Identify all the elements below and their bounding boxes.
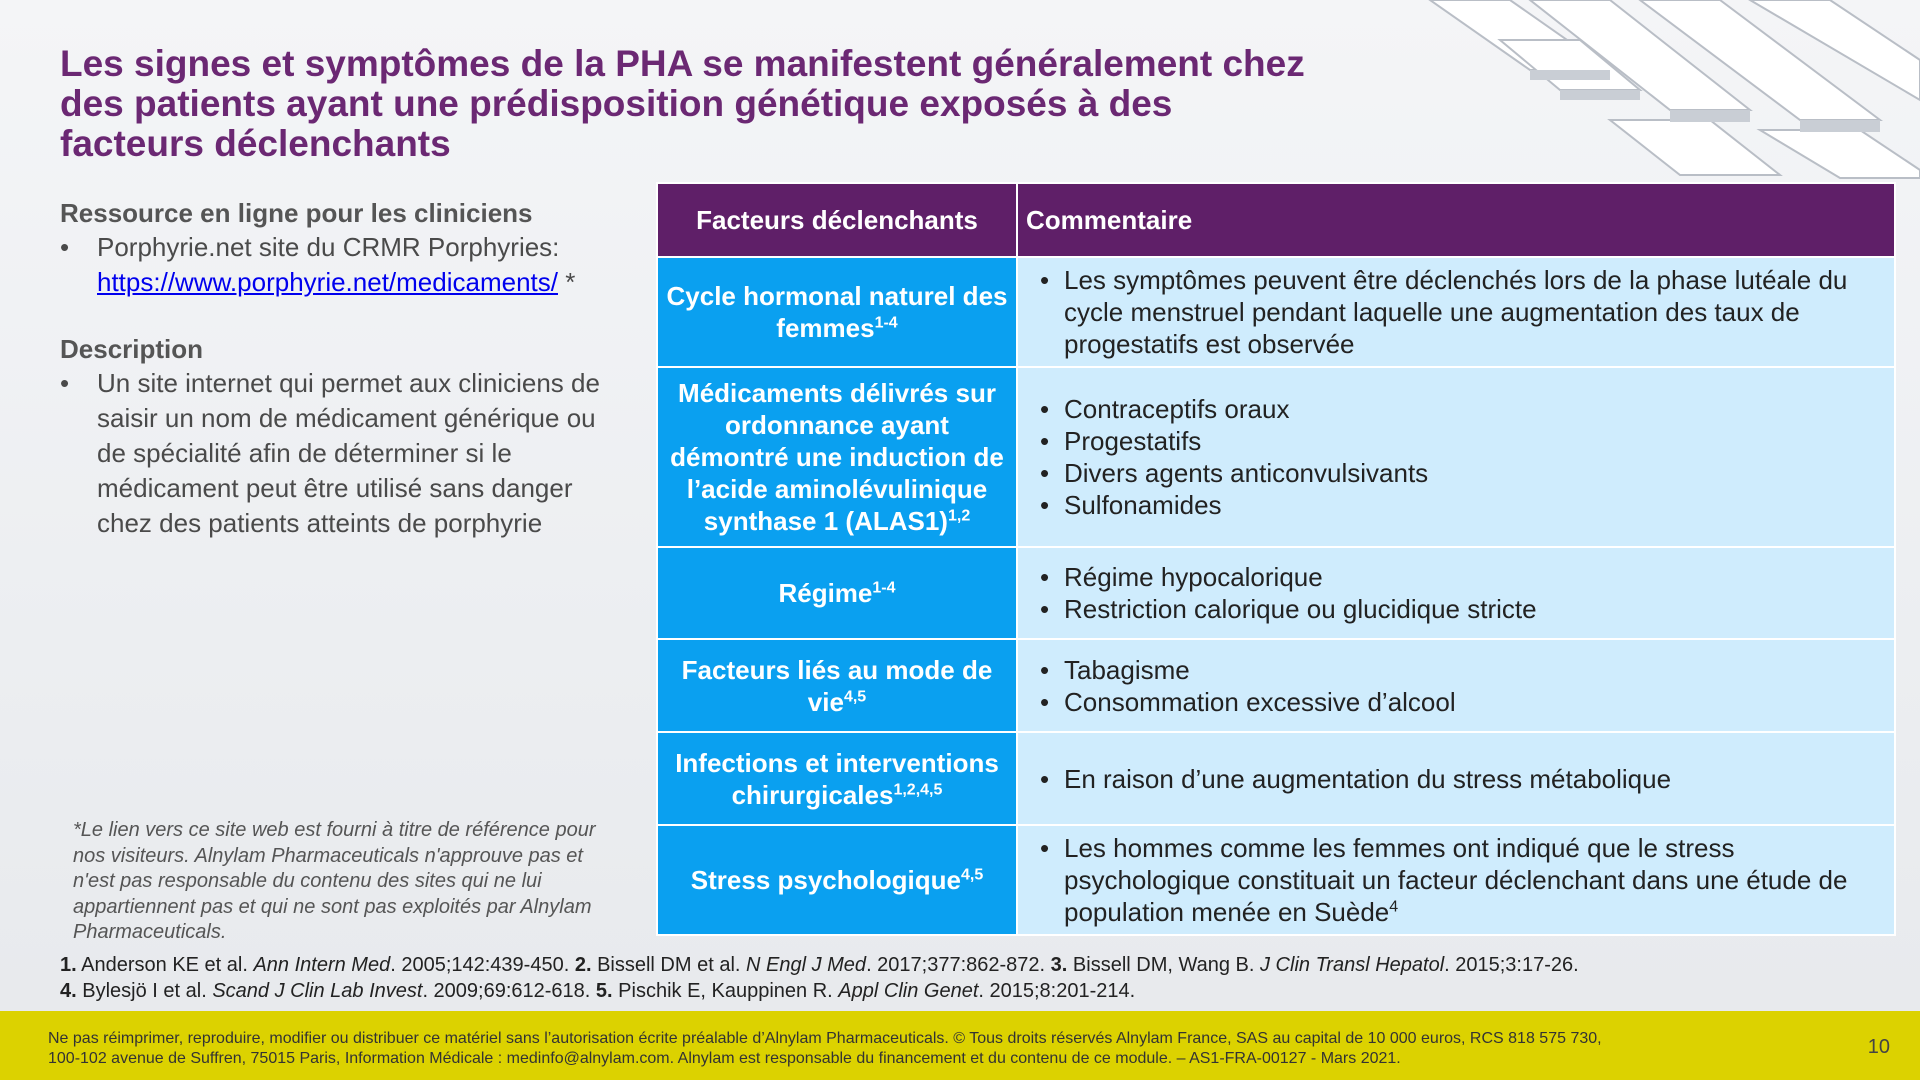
comment-reference: 4 xyxy=(1389,898,1399,916)
references xyxy=(60,952,1860,1004)
comment-text: Contraceptifs oraux xyxy=(1064,394,1290,424)
comment-list xyxy=(1028,654,1884,718)
resource-list xyxy=(60,230,620,300)
table-row xyxy=(657,825,1895,935)
table-row xyxy=(657,547,1895,639)
factor-label: Infections et interventions chirurgicales xyxy=(675,747,999,810)
comment-cell xyxy=(1017,825,1895,935)
reference-authors: Bissell DM, Wang B. xyxy=(1067,954,1260,976)
comment-list xyxy=(1028,264,1884,360)
table-row xyxy=(657,732,1895,825)
comment-list xyxy=(1028,393,1884,521)
comment-item xyxy=(1028,489,1884,521)
comment-text: Restriction calorique ou glucidique stricte xyxy=(1064,594,1537,624)
factor-label: Cycle hormonal naturel des femmes xyxy=(666,281,1008,343)
comment-list xyxy=(1028,561,1884,625)
reference-authors: Bylesjö I et al. xyxy=(76,980,213,1002)
comment-cell xyxy=(1017,732,1895,825)
factor-reference: 4,5 xyxy=(960,866,984,884)
resource-panel xyxy=(60,196,620,573)
legal-line-1: Ne pas réimprimer, reproduire, modifier ou distribuer ce matériel sans l’autorisation écrite préalable d’Alnylam Pharmaceuticals. © Tous droits réservés Alnylam France, SAS au capital de 10 000 euros, RCS 818 575 730, xyxy=(48,1030,1602,1047)
factor-reference: 1,2 xyxy=(947,507,971,525)
reference-authors: Pischik E, Kauppinen R. xyxy=(612,980,839,1002)
comment-cell xyxy=(1017,257,1895,367)
reference-number: 3. xyxy=(1050,954,1068,976)
factor-cell xyxy=(657,825,1017,935)
reference-journal: Appl Clin Genet xyxy=(838,980,979,1002)
comment-item xyxy=(1028,264,1884,360)
factor-reference: 1-4 xyxy=(872,579,896,597)
comment-list xyxy=(1028,763,1884,795)
description-item: • Un site internet qui permet aux cliniciens de saisir un nom de médicament générique ou de spécialité afin de déterminer si le médicament peut être utilisé sans danger chez des patients atteints de porphyrie xyxy=(60,366,620,541)
factor-cell xyxy=(657,547,1017,639)
table-row xyxy=(657,639,1895,732)
comment-text: Consommation excessive d’alcool xyxy=(1064,686,1456,717)
comment-text: Sulfonamides xyxy=(1064,490,1222,520)
factor-label: Médicaments délivrés sur ordonnance ayant démontré une induction de l’acide aminolévulinique synthase 1 (ALAS1) xyxy=(670,378,1004,536)
link-disclaimer: *Le lien vers ce site web est fourni à titre de référence pour nos visiteurs. Alnylam Pharmaceuticals n'approuve pas et n'est pas responsable du contenu des sites qui ne lui appartiennent pas et qui ne sont pas exploités par Alnylam Pharmaceuticals. xyxy=(73,819,596,943)
factor-reference: 4,5 xyxy=(843,687,867,705)
comment-cell xyxy=(1017,639,1895,732)
factor-cell xyxy=(657,257,1017,367)
factor-label: Régime xyxy=(778,578,873,608)
triggers-table xyxy=(656,182,1896,936)
reference-authors: Bissell DM et al. xyxy=(591,954,746,976)
reference-journal: Scand J Clin Lab Invest xyxy=(212,980,423,1002)
factor-cell xyxy=(657,732,1017,825)
description-list xyxy=(60,366,620,541)
references-line-1 xyxy=(60,952,1860,978)
comment-item xyxy=(1028,457,1884,489)
factor-label: Facteurs liés au mode de vie xyxy=(681,654,993,717)
factor-reference: 1-4 xyxy=(874,314,898,332)
comment-text: Progestatifs xyxy=(1064,426,1202,456)
comment-item xyxy=(1028,763,1884,795)
comment-text: Tabagisme xyxy=(1064,654,1190,685)
table-row xyxy=(657,257,1895,367)
page-title: Les signes et symptômes de la PHA se manifestent généralement chez des patients ayant une prédisposition génétique exposés à des facteurs déclenchants xyxy=(60,43,1305,164)
comment-item xyxy=(1028,686,1884,718)
maze-illustration xyxy=(1280,0,1920,180)
reference-number: 5. xyxy=(595,980,613,1002)
comment-item xyxy=(1028,425,1884,457)
factor-cell xyxy=(657,639,1017,732)
comment-text: Régime hypocalorique xyxy=(1064,562,1323,592)
factor-label: Stress psychologique xyxy=(690,865,961,895)
reference-journal: J Clin Transl Hepatol xyxy=(1260,954,1445,976)
reference-journal: Ann Intern Med xyxy=(253,954,391,976)
reference-journal: N Engl J Med xyxy=(746,954,867,976)
comment-cell xyxy=(1017,547,1895,639)
page-number: 10 xyxy=(1867,1036,1890,1058)
comment-text: En raison d’une augmentation du stress métabolique xyxy=(1064,763,1672,794)
reference-authors: Anderson KE et al. xyxy=(76,954,254,976)
resource-item-text: Porphyrie.net site du CRMR Porphyries: xyxy=(97,232,560,262)
reference-details: . 2017;377:862-872. xyxy=(866,954,1051,976)
reference-number: 1. xyxy=(60,954,77,976)
comment-text: Les hommes comme les femmes ont indiqué que le stress psychologique constituait un facteur déclenchant dans une étude de population menée en Suède xyxy=(1064,833,1848,927)
references-line-2 xyxy=(60,978,1860,1004)
description-heading: Description xyxy=(60,334,204,364)
table-row xyxy=(657,367,1895,547)
header-comment: Commentaire xyxy=(1017,183,1895,257)
table-body xyxy=(657,257,1895,935)
reference-number: 4. xyxy=(60,980,77,1002)
factor-reference: 1,2,4,5 xyxy=(893,780,943,798)
comment-item xyxy=(1028,654,1884,686)
comment-cell xyxy=(1017,367,1895,547)
resource-item xyxy=(60,230,620,300)
comment-item xyxy=(1028,593,1884,625)
comment-text: Divers agents anticonvulsivants xyxy=(1064,458,1429,488)
header-factors: Facteurs déclenchants xyxy=(657,183,1017,257)
link-asterisk: * xyxy=(557,267,576,297)
legal-text xyxy=(48,1029,1768,1069)
table-header-row xyxy=(657,183,1895,257)
comment-item xyxy=(1028,561,1884,593)
reference-details: . 2009;69:612-618. xyxy=(422,980,596,1002)
reference-details: . 2015;3:17-26. xyxy=(1444,954,1579,976)
legal-line-2: 100-102 avenue de Suffren, 75015 Paris, Information Médicale : medinfo@alnylam.com. Alnylam est responsable du financement et du contenu de ce module. – AS1-FRA-00127 - Mars 2021. xyxy=(48,1050,1401,1067)
factor-cell xyxy=(657,367,1017,547)
legal-footer xyxy=(0,1011,1920,1080)
reference-details: . 2005;142:439-450. xyxy=(390,954,575,976)
comment-item xyxy=(1028,393,1884,425)
comment-text: Les symptômes peuvent être déclenchés lors de la phase lutéale du cycle menstruel pendant laquelle une augmentation des taux de progestatifs est observée xyxy=(1064,265,1848,359)
porphyrie-link[interactable]: https://www.porphyrie.net/medicaments/ xyxy=(97,267,558,297)
reference-number: 2. xyxy=(574,954,592,976)
reference-details: . 2015;8:201-214. xyxy=(978,980,1136,1002)
comment-item xyxy=(1028,832,1884,928)
comment-list xyxy=(1028,832,1884,928)
resource-heading: Ressource en ligne pour les cliniciens xyxy=(60,198,533,228)
